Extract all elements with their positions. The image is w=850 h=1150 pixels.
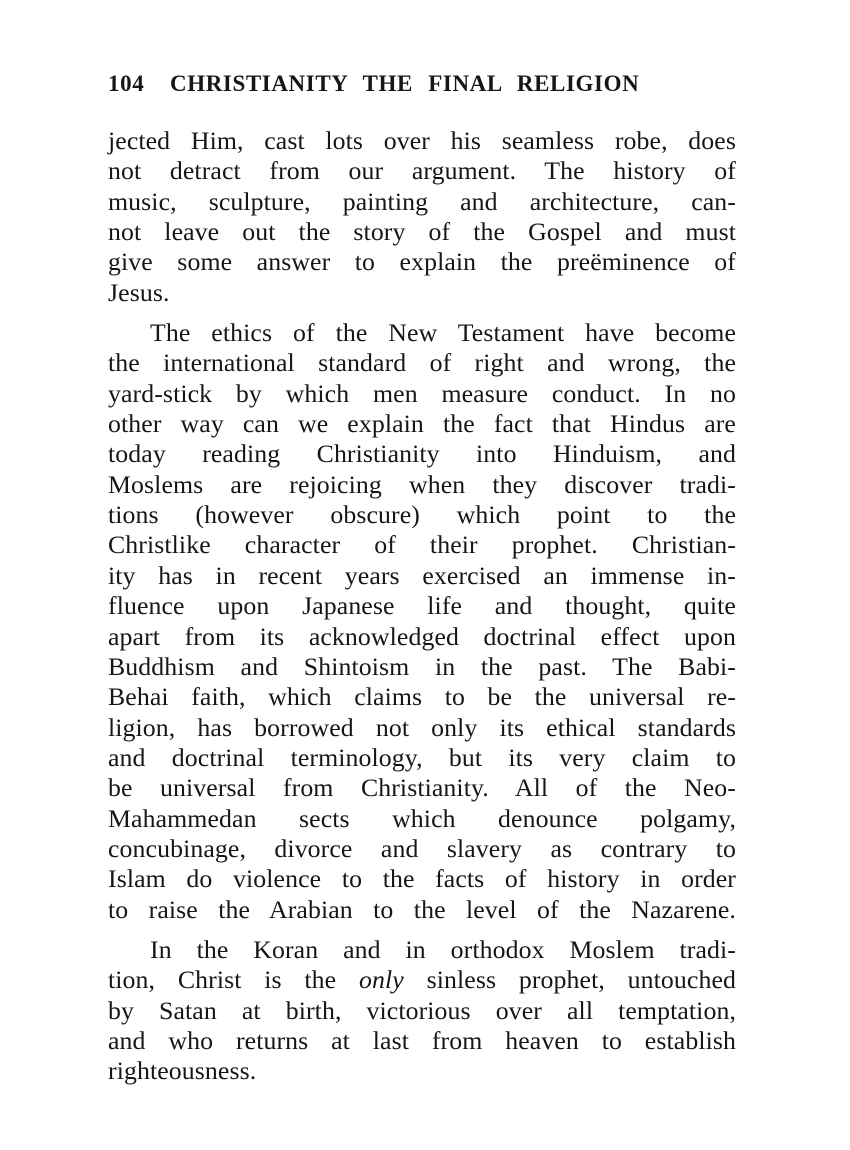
paragraph-3 xyxy=(108,935,736,1087)
text-line: and doctrinal terminology, but its very claim to xyxy=(108,742,736,772)
text-line: Christlike character of their prophet. Christian- xyxy=(108,530,736,560)
text-line: Moslems are rejoicing when they discover tradi- xyxy=(108,469,736,499)
text-line: not detract from our argument. The history of xyxy=(108,156,736,186)
text-line: The ethics of the New Testament have become xyxy=(150,318,736,348)
text-line: the international standard of right and wrong, the xyxy=(108,348,736,378)
text-line: give some answer to explain the preëminence of xyxy=(108,247,736,277)
text-line: concubinage, divorce and slavery as contrary to xyxy=(108,833,736,863)
text-line-mixed xyxy=(108,965,736,995)
body-text xyxy=(108,126,736,1087)
text-line: Mahammedan sects which denounce polgamy, xyxy=(108,803,736,833)
text-line: Islam do violence to the facts of history in order xyxy=(108,864,736,894)
emphasis-only: only xyxy=(359,965,404,995)
text-line: other way can we explain the fact that Hindus are xyxy=(108,409,736,439)
text-line: by Satan at birth, victorious over all temptation, xyxy=(108,995,736,1025)
running-title: CHRISTIANITY THE FINAL RELIGION xyxy=(170,71,640,96)
text-line: Buddhism and Shintoism in the past. The Babi- xyxy=(108,651,736,681)
text-line: Behai faith, which claims to be the universal re- xyxy=(108,682,736,712)
text-line: jected Him, cast lots over his seamless robe, does xyxy=(108,126,736,155)
text-run: tion, Christ is the xyxy=(108,965,337,995)
text-line: to raise the Arabian to the level of the Nazarene. xyxy=(108,894,736,924)
text-run: sinless prophet, untouched xyxy=(426,965,737,995)
text-line: apart from its acknowledged doctrinal effect upon xyxy=(108,621,736,651)
text-line: fluence upon Japanese life and thought, quite xyxy=(108,591,736,621)
running-head xyxy=(108,66,736,102)
book-page xyxy=(108,66,736,1087)
text-line: Jesus. xyxy=(108,277,170,307)
text-line: music, sculpture, painting and architecture, can- xyxy=(108,186,736,216)
text-line: ligion, has borrowed not only its ethical standards xyxy=(108,712,736,742)
text-line: be universal from Christianity. All of the Neo- xyxy=(108,773,736,803)
text-line: ity has in recent years exercised an immense in- xyxy=(108,560,736,590)
text-line: today reading Christianity into Hinduism, and xyxy=(108,439,736,469)
paragraph-2 xyxy=(108,318,736,925)
text-line: In the Koran and in orthodox Moslem tradi- xyxy=(150,934,736,964)
page-number: 104 xyxy=(108,71,145,96)
text-line: not leave out the story of the Gospel and must xyxy=(108,217,736,247)
text-line: tions (however obscure) which point to the xyxy=(108,500,736,530)
text-line: yard-stick by which men measure conduct. In no xyxy=(108,378,736,408)
paragraph-1 xyxy=(108,126,736,308)
text-line: righteousness. xyxy=(108,1056,257,1086)
text-line: and who returns at last from heaven to establish xyxy=(108,1025,736,1055)
